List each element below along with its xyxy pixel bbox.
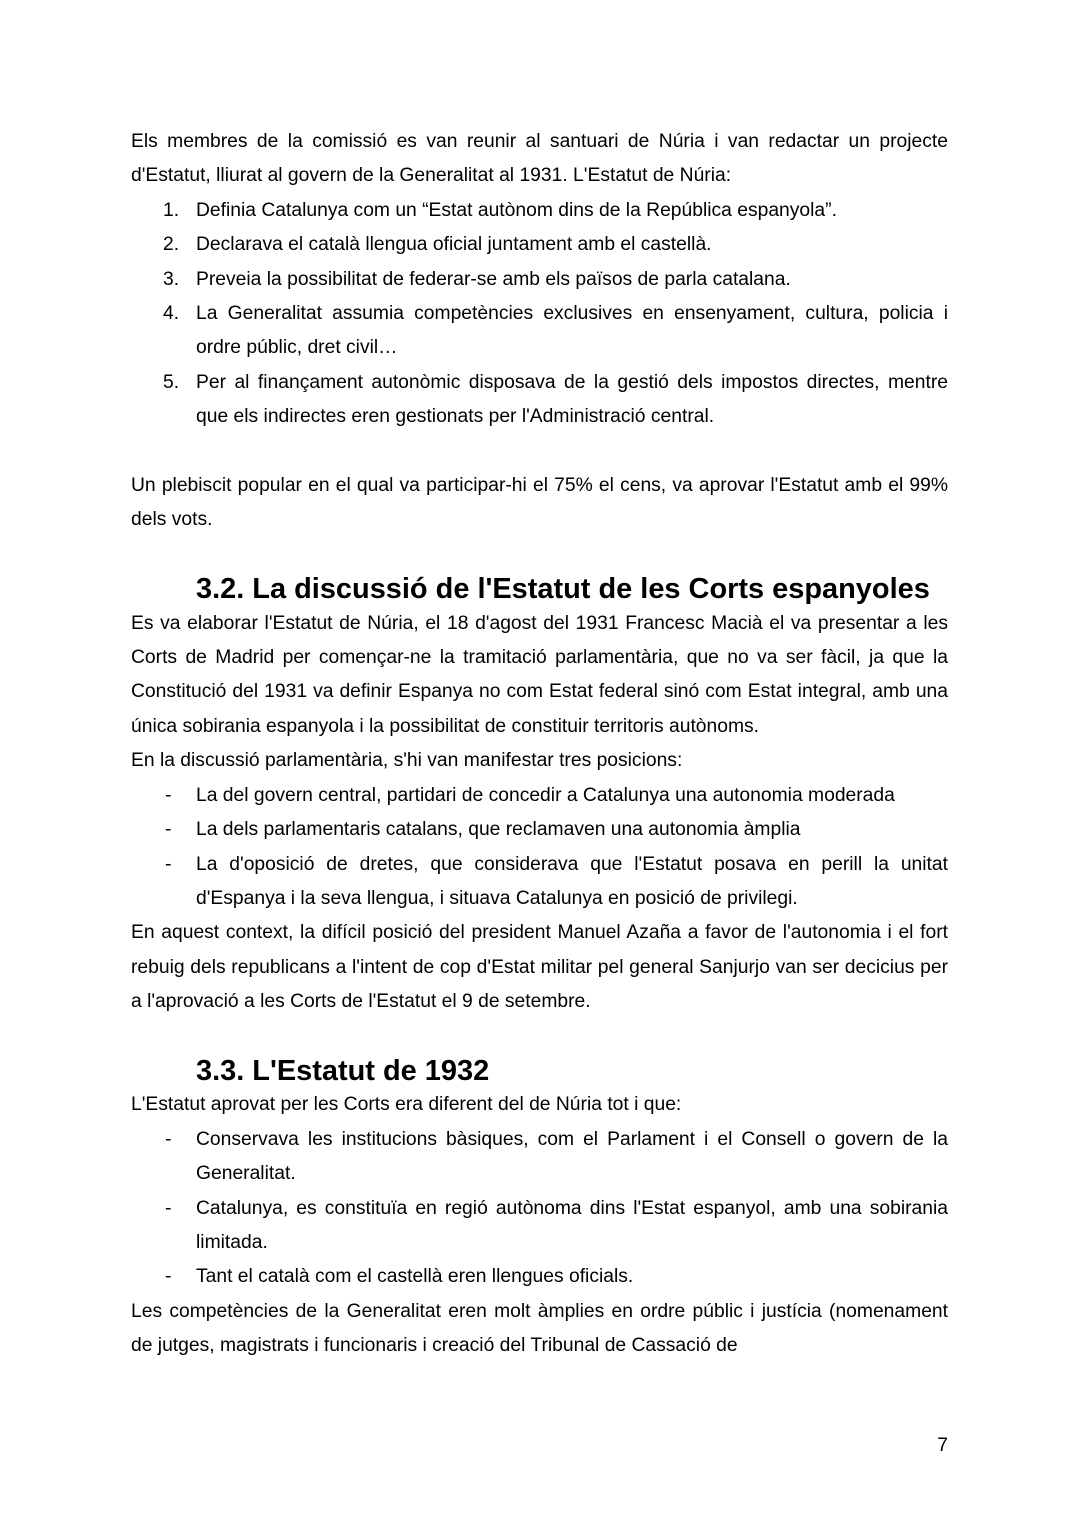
list-item [131, 1123, 948, 1192]
list-item [131, 1260, 948, 1294]
section-3-3-paragraph: L'Estatut aprovat per les Corts era diferent del de Núria tot i que: [131, 1094, 682, 1116]
list-dash: - [165, 819, 172, 841]
list-text: Per al finançament autonòmic disposava de la gestió dels impostos directes, mentre que els indirectes eren gestionats per l'Administració central. [196, 371, 948, 428]
section-3-3-paragraph: Les competències de la Generalitat eren molt àmplies en ordre públic i justícia (nomenament de jutges, magistrats i funcionaris i creació del Tribunal de Cassació de [131, 1300, 948, 1357]
page-number: 7 [937, 1435, 948, 1456]
list-text: Catalunya, es constituïa en regió autònoma dins l'Estat espanyol, amb una sobirania limitada. [196, 1197, 948, 1253]
section-3-2-paragraph: En aquest context, la difícil posició del president Manuel Azaña a favor de l'autonomia i el fort rebuig dels republicans a l'intent de cop d'Estat militar pel general Sanjurjo van ser decicius per a l'aprovació a les Corts de l'Estatut el 9 de setembre. [131, 922, 948, 1013]
list-item [131, 194, 948, 228]
list-number: 2. [163, 234, 180, 256]
paragraph-gap [131, 435, 948, 469]
list-item [131, 848, 948, 917]
list-number: 1. [163, 199, 180, 221]
plebiscite-paragraph: Un plebiscit popular en el qual va participar-hi el 75% el cens, va aprovar l'Estatut amb el 99% dels vots. [131, 475, 948, 531]
list-item [131, 813, 948, 847]
positions-list [131, 779, 948, 917]
document-page [131, 125, 948, 1364]
section-heading-3-3: 3.3. L'Estatut de 1932 [196, 1054, 490, 1087]
list-text: La Generalitat assumia competències exclusives en ensenyament, cultura, policia i ordre públic, dret civil… [196, 303, 948, 359]
list-dash: - [165, 1266, 172, 1288]
list-text: Definia Catalunya com un “Estat autònom dins de la República espanyola”. [196, 199, 837, 221]
paragraph-gap [131, 538, 948, 572]
list-text: La del govern central, partidari de concedir a Catalunya una autonomia moderada [196, 784, 895, 806]
list-text: Tant el català com el castellà eren llengues oficials. [196, 1266, 634, 1288]
list-item [131, 366, 948, 435]
list-dash: - [165, 784, 172, 806]
list-dash: - [165, 1197, 172, 1219]
list-number: 3. [163, 268, 180, 290]
nuria-statute-list [131, 194, 948, 435]
list-item [131, 263, 948, 297]
section-3-2-paragraph: Es va elaborar l'Estatut de Núria, el 18 d'agost del 1931 Francesc Macià el va presentar a les Corts de Madrid per començar-ne la tramitació parlamentària, que no va ser fàcil, ja que la Constitució del 1931 va definir Espanya no com Estat federal sinó com Estat integral, amb una única sobirania espanyola i la possibilitat de constituir territoris autònoms. [131, 612, 948, 737]
list-text: Conservava les institucions bàsiques, com el Parlament i el Consell o govern de la Generalitat. [196, 1128, 948, 1185]
list-text: La d'oposició de dretes, que considerava que l'Estatut posava en perill la unitat d'Espanya i la seva llengua, i situava Catalunya en posició de privilegi. [196, 853, 948, 909]
list-item [131, 779, 948, 813]
list-number: 5. [163, 371, 180, 393]
list-text: La dels parlamentaris catalans, que reclamaven una autonomia àmplia [196, 819, 801, 841]
section-3-2-paragraph: En la discussió parlamentària, s'hi van manifestar tres posicions: [131, 750, 683, 772]
list-item [131, 297, 948, 366]
list-text: Preveia la possibilitat de federar-se amb els països de parla catalana. [196, 268, 791, 290]
list-item [131, 1192, 948, 1261]
list-text: Declarava el català llengua oficial juntament amb el castellà. [196, 234, 712, 256]
list-dash: - [165, 1128, 172, 1150]
list-item [131, 228, 948, 262]
list-dash: - [165, 853, 172, 875]
section-heading-3-2: 3.2. La discussió de l'Estatut de les Corts espanyoles [196, 573, 930, 606]
paragraph-gap [131, 1020, 948, 1054]
list-number: 4. [163, 303, 180, 325]
intro-paragraph: Els membres de la comissió es van reunir al santuari de Núria i van redactar un projecte d'Estatut, lliurat al govern de la Generalitat al 1931. L'Estatut de Núria: [131, 131, 948, 187]
statute-1932-list [131, 1123, 948, 1295]
